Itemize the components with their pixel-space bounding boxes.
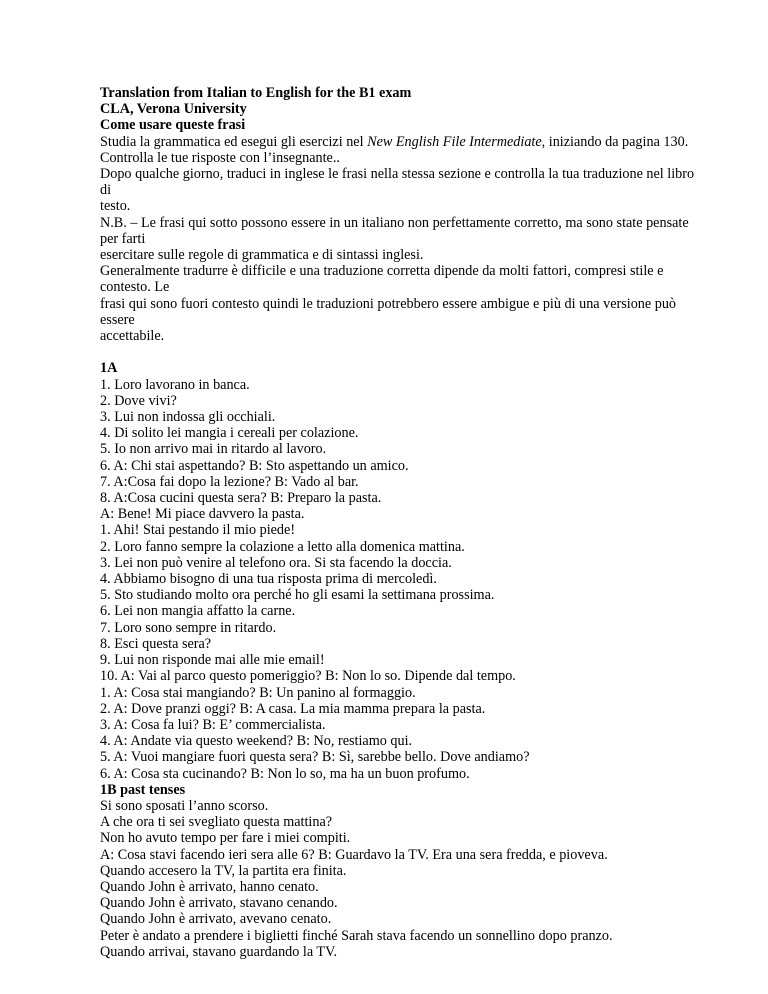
document-page [100, 85, 700, 960]
sentence-line: 9. Lui non risponde mai alle mie email! [100, 652, 325, 669]
intro-line: testo. [100, 198, 131, 215]
book-title: New English File Intermediate [367, 133, 542, 150]
sentence-line: 3. Lei non può venire al telefono ora. Si sta facendo la doccia. [100, 554, 452, 571]
sentence-line: Non ho avuto tempo per fare i miei compiti. [100, 830, 351, 847]
section-heading-1a: 1A [100, 360, 118, 377]
intro-paragraph [100, 150, 700, 344]
sentence-line: Si sono sposati l’anno scorso. [100, 797, 269, 814]
sentence-line: 2. A: Dove pranzi oggi? B: A casa. La mia mamma prepara la pasta. [100, 700, 486, 717]
section-1a-sentences [100, 377, 700, 782]
intro-line: Generalmente tradurre è difficile e una traduzione corretta dipende da molti fattori, compresi stile e [100, 263, 664, 280]
intro-line-1: Studia la grammatica ed esegui gli esercizi nel New English File Intermediate, iniziando da pagina 130. [100, 133, 689, 150]
sentence-line: A: Cosa stavi facendo ieri sera alle 6? B: Guardavo la TV. Era una sera fredda, e pioveva. [100, 846, 608, 863]
sentence-line: 1. Ahi! Stai pestando il mio piede! [100, 522, 296, 539]
sentence-line: A: Bene! Mi piace davvero la pasta. [100, 506, 305, 523]
intro-line: per farti [100, 230, 146, 247]
sentence-line: 8. Esci questa sera? [100, 635, 212, 652]
section-1b-sentences [100, 798, 700, 960]
sentence-line: A che ora ti sei svegliato questa mattina? [100, 814, 333, 831]
section-heading-1b: 1B past tenses [100, 781, 186, 798]
intro-line: essere [100, 311, 135, 328]
intro-line: contesto. Le [100, 279, 170, 296]
sentence-line: 4. Di solito lei mangia i cereali per colazione. [100, 425, 359, 442]
sentence-line: 6. A: Chi stai aspettando? B: Sto aspettando un amico. [100, 457, 409, 474]
sentence-line: 5. Sto studiando molto ora perché ho gli esami la settimana prossima. [100, 587, 495, 604]
sentence-line: 10. A: Vai al parco questo pomeriggio? B: Non lo so. Dipende dal tempo. [100, 668, 516, 685]
sentence-line: 2. Dove vivi? [100, 392, 177, 409]
intro-line: frasi qui sono fuori contesto quindi le traduzioni potrebbero essere ambigue e più di una versione può [100, 295, 677, 312]
sentence-line: 2. Loro fanno sempre la colazione a letto alla domenica mattina. [100, 538, 465, 555]
sentence-line: Peter è andato a prendere i biglietti finché Sarah stava facendo un sonnellino dopo pranzo. [100, 927, 613, 944]
sentence-line: Quando arrivai, stavano guardando la TV. [100, 943, 338, 960]
sentence-line: Quando John è arrivato, avevano cenato. [100, 911, 332, 928]
spacer [100, 344, 700, 360]
sentence-line: 3. A: Cosa fa lui? B: E’ commercialista. [100, 716, 326, 733]
sentence-line: 6. Lei non mangia affatto la carne. [100, 603, 296, 620]
intro-line: Controlla le tue risposte con l’insegnante.. [100, 149, 340, 166]
sentence-line: 5. A: Vuoi mangiare fuori questa sera? B: Sì, sarebbe bello. Dove andiamo? [100, 749, 530, 766]
sentence-line: 4. A: Andate via questo weekend? B: No, restiamo qui. [100, 733, 413, 750]
sentence-line: Quando accesero la TV, la partita era finita. [100, 862, 347, 879]
sentence-line: 3. Lui non indossa gli occhiali. [100, 409, 276, 426]
intro-line: di [100, 182, 112, 199]
sentence-line: 1. Loro lavorano in banca. [100, 376, 250, 393]
institution-name: CLA, Verona University [100, 101, 247, 118]
intro-line: esercitare sulle regole di grammatica e di sintassi inglesi. [100, 247, 424, 264]
document-title: Translation from Italian to English for the B1 exam [100, 85, 412, 101]
sentence-line: 8. A:Cosa cucini questa sera? B: Preparo la pasta. [100, 490, 382, 507]
sentence-line: 1. A: Cosa stai mangiando? B: Un panino al formaggio. [100, 684, 416, 701]
intro-line: N.B. – Le frasi qui sotto possono essere in un italiano non perfettamente corretto, ma sono state pensate [100, 214, 689, 231]
intro-line: accettabile. [100, 328, 165, 345]
sentence-line: 4. Abbiamo bisogno di una tua risposta prima di mercoledì. [100, 571, 437, 588]
sentence-line: 7. A:Cosa fai dopo la lezione? B: Vado al bar. [100, 473, 359, 490]
sentence-line: 6. A: Cosa sta cucinando? B: Non lo so, ma ha un buon profumo. [100, 765, 470, 782]
intro-line: Dopo qualche giorno, traduci in inglese le frasi nella stessa sezione e controlla la tua traduzione nel libro [100, 166, 695, 183]
sentence-line: 5. Io non arrivo mai in ritardo al lavoro. [100, 441, 327, 458]
sentence-line: Quando John è arrivato, stavano cenando. [100, 895, 338, 912]
sentence-line: 7. Loro sono sempre in ritardo. [100, 619, 277, 636]
howto-heading: Come usare queste frasi [100, 117, 246, 134]
sentence-line: Quando John è arrivato, hanno cenato. [100, 878, 319, 895]
